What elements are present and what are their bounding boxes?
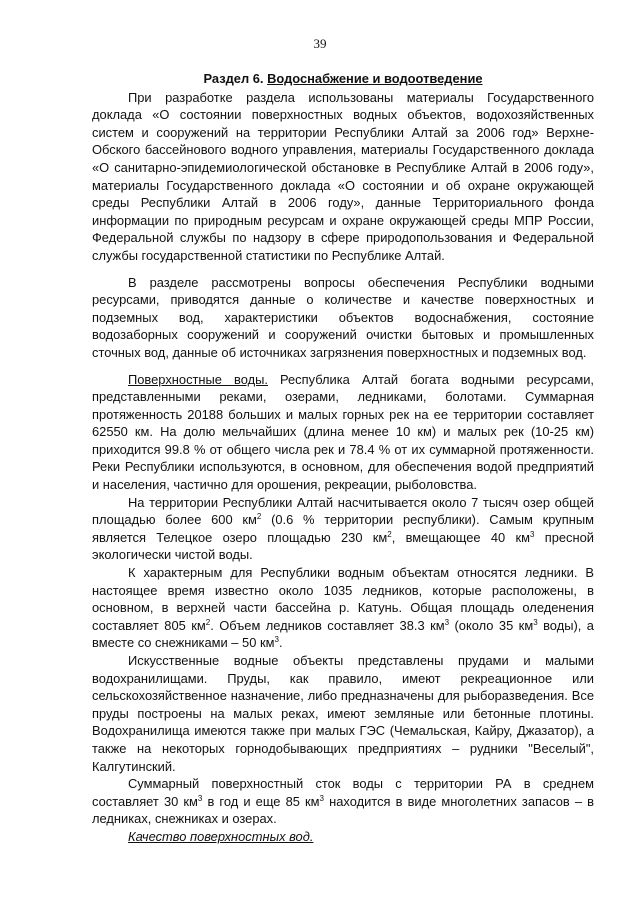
section-title: Водоснабжение и водоотведение	[267, 71, 483, 86]
glaciers-text-3: (около 35 км	[449, 617, 534, 633]
glaciers-text-4: воды), а вместе со снежниками – 50 км	[92, 617, 594, 651]
glaciers-text-5: .	[278, 635, 283, 651]
page-number: 39	[313, 36, 327, 51]
lakes-text-2: (0.6 % территории республики). Самым крупным является Телецкое озеро площадью 230 км	[92, 512, 594, 545]
quality-heading: Качество поверхностных вод.	[128, 828, 314, 844]
surface-waters-text: Республика Алтай богата водными ресурсами, представленными реками, озерами, ледниками, болотами. Суммарная протяженность 20188 больших и малых горных рек на ее территории составляет 62550 км. На долю мельчайших (длина менее 10 км) и малых рек (10-25 км) приходится 99.8 % от общего числа рек и 78.4 % от их суммарной протяженности. Реки Республики используются, в основном, для обеспечения водой предприятий и населения, частично для орошения, рекреации, рыболовства.	[92, 371, 594, 493]
paragraph-sources: При разработке раздела использованы материалы Государственного доклада «О состоянии поверхностных водных объектов, водохозяйственных систем и сооружений на территории Республики Алтай за 2006 год» Верхне-Обского бассейнового водного управления, материалы Государственного доклада «О санитарно-эпидемиологической обстановке в Республике Алтай в 2006 году», материалы Государственного доклада «О состоянии и об охране окружающей среды Республики Алтай в 2006 году», данные Территориального фонда информации по природным ресурсам и охране окружающей среды МПР России, Федеральной службы по надзору в сфере природопользования и Федеральной службы государственной статистики по Республике Алтай.	[92, 89, 594, 263]
lakes-text-1: На территории Республики Алтай насчитывается около 7 тысяч озер общей площадью более 600 км	[92, 494, 594, 528]
paragraph-quality-heading	[92, 828, 594, 846]
surface-waters-label: Поверхностные воды.	[128, 371, 268, 387]
cu-unit: 3	[274, 635, 279, 645]
runoff-text-2: в год и еще 85 км	[202, 793, 320, 809]
glaciers-text-2: . Объем ледников составляет 38.3 км	[210, 617, 445, 633]
cu-unit: 3	[444, 617, 450, 627]
paragraph-runoff	[92, 775, 594, 828]
paragraph-lakes	[92, 494, 594, 564]
cu-unit: 3	[533, 617, 538, 627]
glaciers-text-1: К характерным для Республики водным объектам относятся ледники. В настоящее время известно около 1035 ледников, которые расположены, в основном, в верхней части бассейна р. Катунь. Общая площадь оледенения составляет 805 км	[92, 565, 594, 633]
cu-unit: 3	[530, 529, 535, 539]
document-body	[92, 70, 594, 846]
lakes-text-3: , вмещающее 40 км	[391, 529, 530, 545]
paragraph-artificial: Искусственные водные объекты представлены прудами и малыми водохранилищами. Пруды, как правило, имеют рекреационное или сельскохозяйственное назначение, либо предназначены для рыборазведения. Все пруды построены на малых реках, имеют земляные или бетонные плотины. Водохранилища имеются также при малых ГЭС (Чемальская, Кайру, Джазатор), а также на некоторых горнодобывающих предприятиях – рудники "Веселый", Калгутинский.	[92, 653, 594, 774]
cu-unit: 3	[197, 793, 203, 803]
paragraph-scope: В разделе рассмотрены вопросы обеспечения Республики водными ресурсами, приводятся данные о количестве и качестве поверхностных и подземных вод, характеристики объектов водоснабжения, состояние водозаборных сооружений и сооружений очистки бытовых и промышленных сточных вод, данные об источниках загрязнения поверхностных и подземных вод.	[92, 274, 594, 360]
section-heading	[92, 70, 594, 88]
section-prefix: Раздел 6.	[203, 71, 268, 86]
paragraph-surface-waters	[92, 371, 594, 494]
sq-unit: 2	[387, 529, 392, 539]
lakes-text-4: пресной экологически чистой воды.	[92, 529, 594, 563]
paragraph-glaciers	[92, 564, 594, 652]
runoff-text-3: находится в виде многолетних запасов – в ледниках, снежниках и озерах.	[92, 793, 594, 827]
sq-unit: 2	[205, 617, 211, 627]
runoff-text-1: Суммарный поверхностный сток воды с территории РА в среднем составляет 30 км	[92, 776, 594, 809]
cu-unit: 3	[319, 793, 324, 803]
sq-unit: 2	[256, 512, 262, 522]
